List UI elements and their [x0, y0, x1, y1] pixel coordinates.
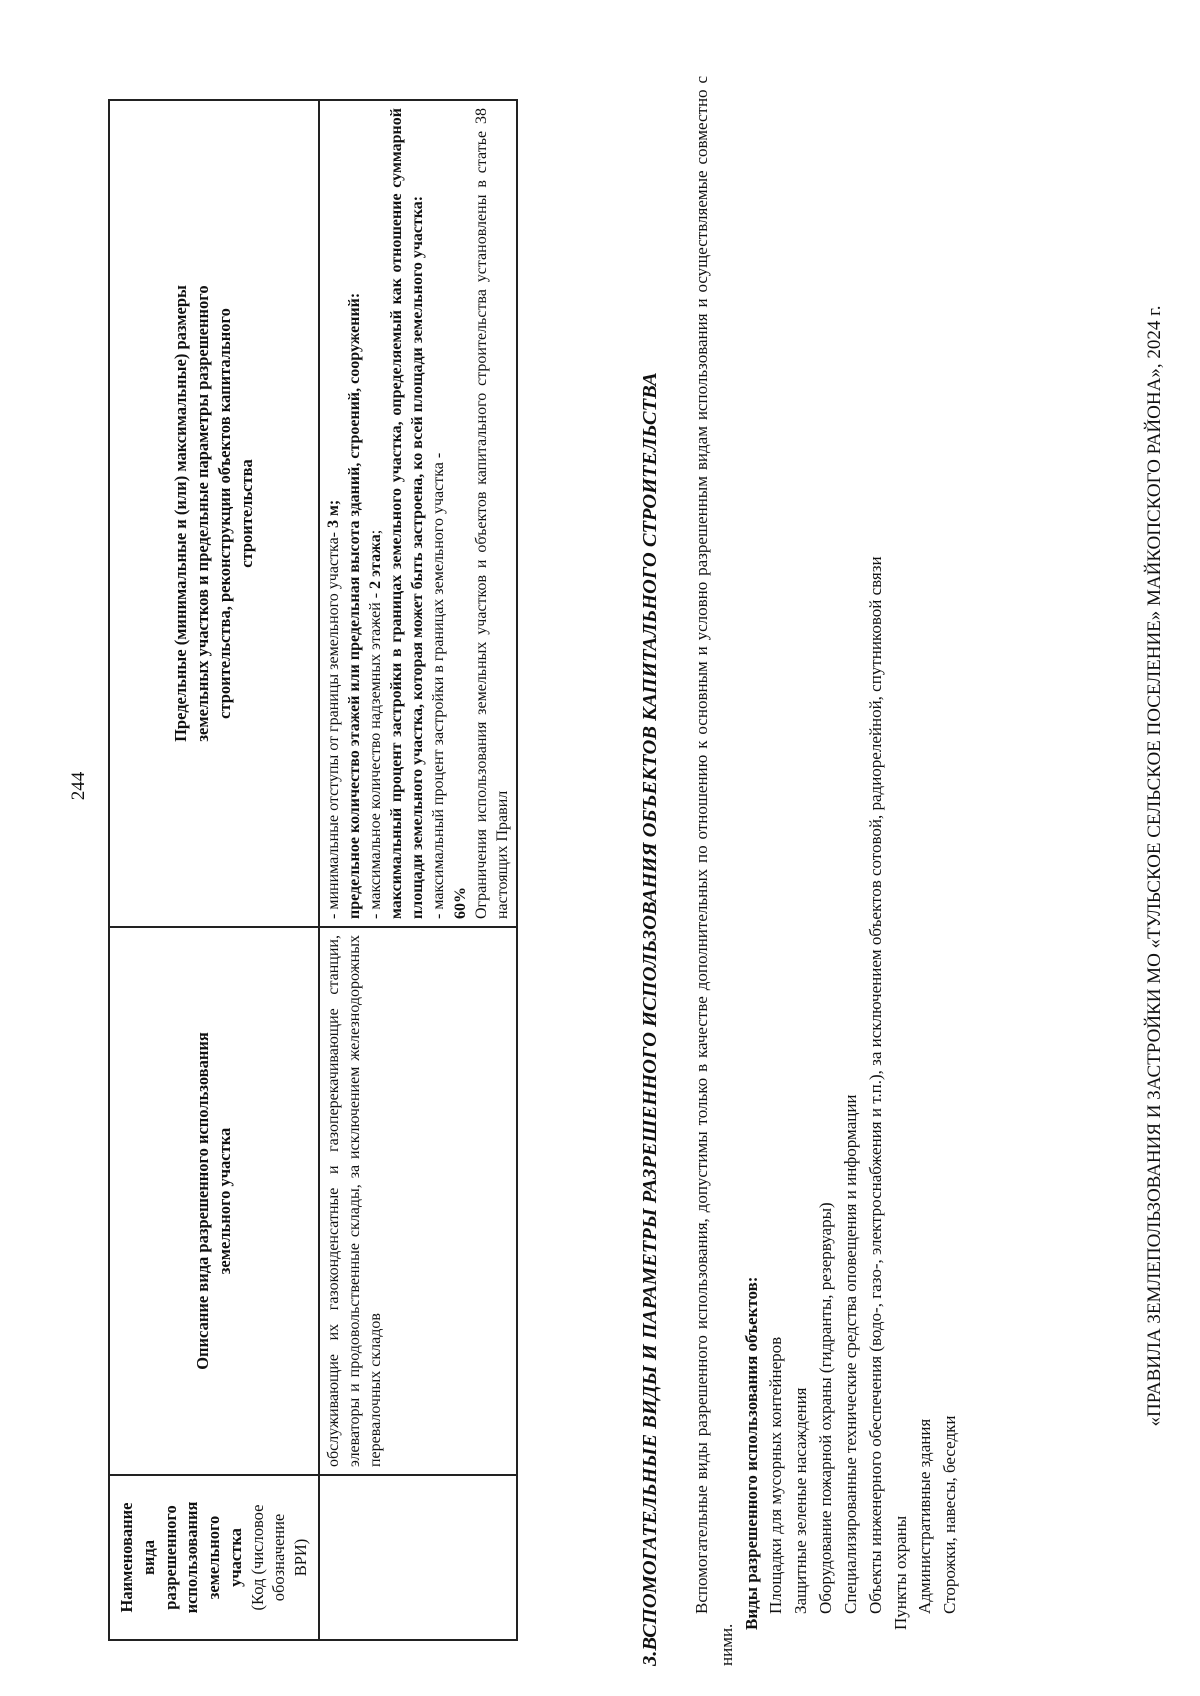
header-line: (Код (числовое обозначение: [247, 1504, 289, 1611]
section-title: 3.ВСПОМОГАТЕЛЬНЫЕ ВИДЫ И ПАРАМЕТРЫ РАЗРЕШЕННОГО ИСПОЛЬЗОВАНИЯ ОБЪЕКТОВ КАПИТАЛЬНОГО СТРОИТЕЛЬСТВА: [639, 372, 661, 1666]
param-floors: [365, 108, 386, 919]
list-item: Сторожки, навесы, беседки: [940, 1415, 960, 1614]
param-text: - минимальные отступы от границы земельного участка-: [324, 527, 342, 919]
header-line: участка: [225, 1528, 245, 1587]
table-row: [319, 100, 517, 1640]
section-body: [690, 76, 963, 1666]
param-text: - максимальное количество надземных этажей -: [367, 588, 385, 919]
page-number: 244: [68, 771, 89, 801]
param-text: - максимальный процент застройки в границах земельного участка -: [430, 452, 448, 919]
header-line: Описание вида разрешенного использования: [193, 1032, 213, 1370]
param-setback: [323, 108, 344, 919]
header-line: строительства: [236, 459, 256, 568]
param-value: 2 этажа: [367, 534, 385, 589]
table-header-row: [109, 100, 319, 1640]
list-item: Площадки для мусорных контейнеров: [766, 1336, 786, 1614]
header-line: земельных участков и предельные параметры разрешенного: [193, 285, 213, 742]
header-line: строительства, реконструкции объектов капитального: [214, 308, 234, 719]
list-item: Специализированные технические средства оповещения и информации: [840, 1094, 860, 1614]
document-footer: «ПРАВИЛА ЗЕМЛЕПОЛЬЗОВАНИЯ И ЗАСТРОЙКИ МО «ТУЛЬСКОЕ СЕЛЬСКОЕ ПОСЕЛЕНИЕ» МАЙКОПСКОГО РАЙОНА», 2024 г.: [1144, 305, 1165, 1427]
cell-use-description: обслуживающие их газоконденсатные и газоперекачивающие станции, элеваторы и продовольственные склады, за исключением железнодорожных перевалочных складов: [319, 927, 517, 1475]
list-item: Объекты инженерного обеспечения (водо-, газо-, электроснабжения и т.п.), за исключением объектов сотовой, радиорелейной, спутниковой связи: [865, 556, 885, 1614]
list-item: Пункты охраны: [890, 1515, 910, 1630]
list-title: Виды разрешенного использования объектов:: [741, 1276, 761, 1630]
param-height-heading: предельное количество этажей или предельная высота зданий, строений, сооружений:: [346, 292, 363, 919]
list-item: Защитные зеленые насаждения: [791, 1387, 811, 1614]
list-item: Административные здания: [915, 1418, 935, 1614]
header-line: земельного участка: [214, 1127, 234, 1275]
header-use-description: [109, 927, 319, 1475]
header-line: ВРИ): [291, 1538, 311, 1577]
param-restrictions: Ограничения использования земельных участков и объектов капитального строительства установлены в статье 38 настоящих Правил: [472, 108, 511, 919]
param-coverage: [428, 108, 470, 919]
cell-use-name: [319, 1475, 517, 1640]
header-line: Предельные (минимальные и (или) максимальные) размеры: [171, 285, 191, 742]
header-line: разрешенного: [160, 1505, 180, 1610]
intro-paragraph: Вспомогательные виды разрешенного использования, допустимы только в качестве дополнительных по отношению к основным и условно разрешенным видам использования и осуществляемые совместно с ними.: [692, 76, 736, 1666]
param-text: ;: [367, 529, 385, 535]
header-line: Наименование вида: [117, 1502, 158, 1613]
list-item: Оборудование пожарной охраны (гидранты, резервуары): [816, 1202, 836, 1614]
header-line: использования земельного: [182, 1501, 224, 1614]
header-use-name: [109, 1475, 319, 1640]
cell-parameters: [319, 100, 517, 927]
header-parameters: [109, 100, 319, 927]
param-value: 60%: [451, 887, 469, 919]
param-value: 3 м;: [324, 499, 342, 528]
param-coverage-heading: максимальный процент застройки в границах земельного участка, определяемый как отношение суммарной площади земельного участка, которая может быть застроена, ко всей площади земельного участка:: [388, 108, 427, 919]
zoning-table: [108, 99, 518, 1641]
